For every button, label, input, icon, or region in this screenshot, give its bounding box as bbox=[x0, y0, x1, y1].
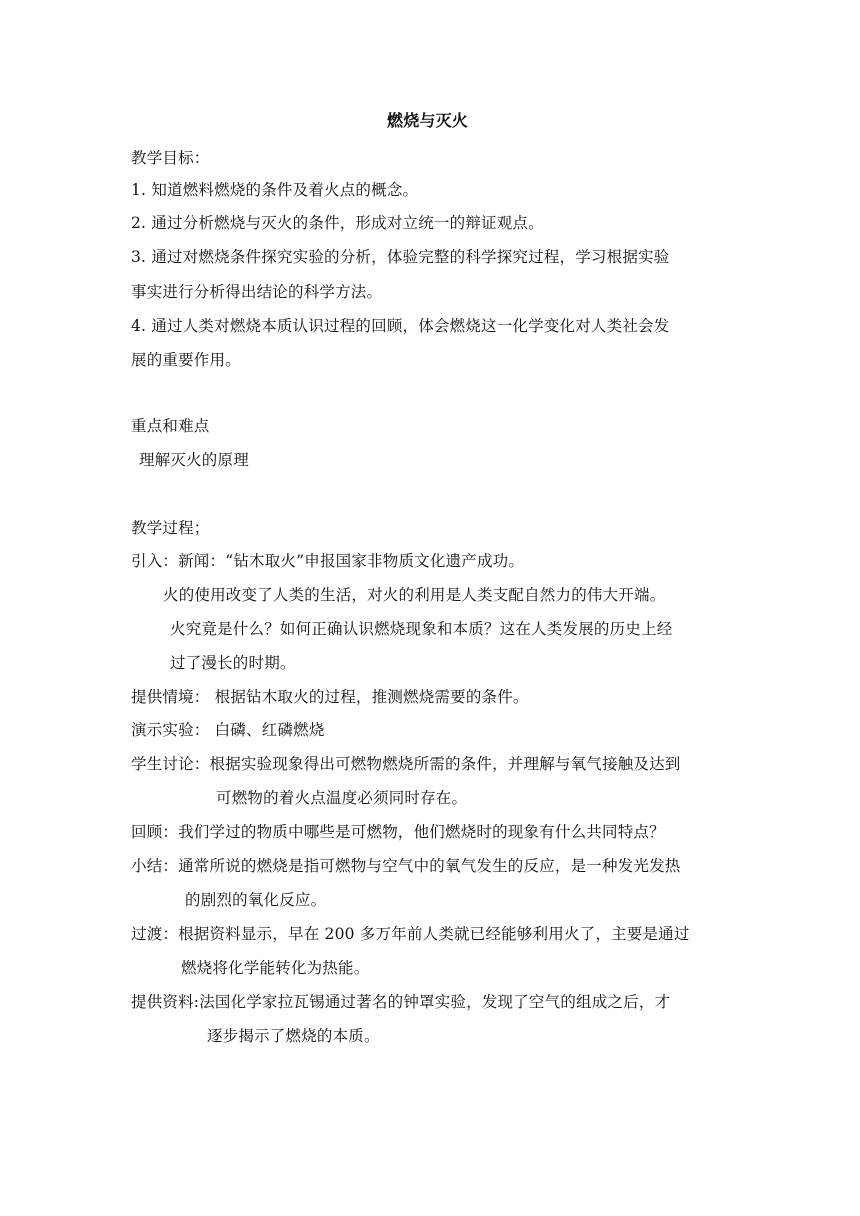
process-line: 逐步揭示了燃烧的本质。 bbox=[207, 1027, 380, 1045]
objective-line: 事实进行分析得出结论的科学方法。 bbox=[131, 283, 383, 301]
process-line: 燃烧将化学能转化为热能。 bbox=[181, 959, 370, 977]
objective-line: 1. 知道燃料燃烧的条件及着火点的概念。 bbox=[131, 181, 419, 199]
process-line: 过了漫长的时期。 bbox=[170, 654, 296, 672]
process-line: 回顾：我们学过的物质中哪些是可燃物，他们燃烧时的现象有什么共同特点？ bbox=[131, 823, 665, 841]
process-line: 引入：新闻：“钻木取火”申报国家非物质文化遗产成功。 bbox=[131, 552, 525, 570]
process-line: 可燃物的着火点温度必须同时存在。 bbox=[216, 789, 468, 807]
objectives-heading: 教学目标： bbox=[131, 149, 210, 167]
process-line: 火的使用改变了人类的生活，对火的利用是人类支配自然力的伟大开端。 bbox=[163, 586, 666, 604]
process-line: 过渡：根据资料显示，早在 200 多万年前人类就已经能够利用火了，主要是通过 bbox=[131, 925, 690, 943]
objective-line: 展的重要作用。 bbox=[131, 351, 241, 369]
process-line: 学生讨论：根据实验现象得出可燃物燃烧所需的条件，并理解与氧气接触及达到 bbox=[131, 755, 681, 773]
document-title: 燃烧与灭火 bbox=[387, 111, 469, 130]
process-line: 演示实验： 白磷、红磷燃烧 bbox=[131, 721, 325, 739]
objective-line: 3. 通过对燃烧条件探究实验的分析，体验完整的科学探究过程，学习根据实验 bbox=[131, 248, 670, 266]
key-points-heading: 重点和难点 bbox=[131, 417, 210, 435]
objective-line: 2. 通过分析燃烧与灭火的条件，形成对立统一的辩证观点。 bbox=[131, 214, 544, 232]
process-line: 的剧烈的氧化反应。 bbox=[185, 891, 327, 909]
process-line: 提供情境： 根据钻木取火的过程，推测燃烧需要的条件。 bbox=[131, 688, 529, 706]
objective-line: 4. 通过人类对燃烧本质认识过程的回顾，体会燃烧这一化学变化对人类社会发 bbox=[131, 317, 670, 335]
process-line: 火究竟是什么？如何正确认识燃烧现象和本质？这在人类发展的历史上经 bbox=[170, 620, 673, 638]
process-heading: 教学过程； bbox=[131, 519, 210, 537]
key-points-text: 理解灭火的原理 bbox=[139, 451, 249, 469]
process-line: 提供资料:法国化学家拉瓦锡通过著名的钟罩实验，发现了空气的组成之后，才 bbox=[131, 993, 671, 1011]
process-line: 小结：通常所说的燃烧是指可燃物与空气中的氧气发生的反应，是一种发光发热 bbox=[131, 857, 681, 875]
